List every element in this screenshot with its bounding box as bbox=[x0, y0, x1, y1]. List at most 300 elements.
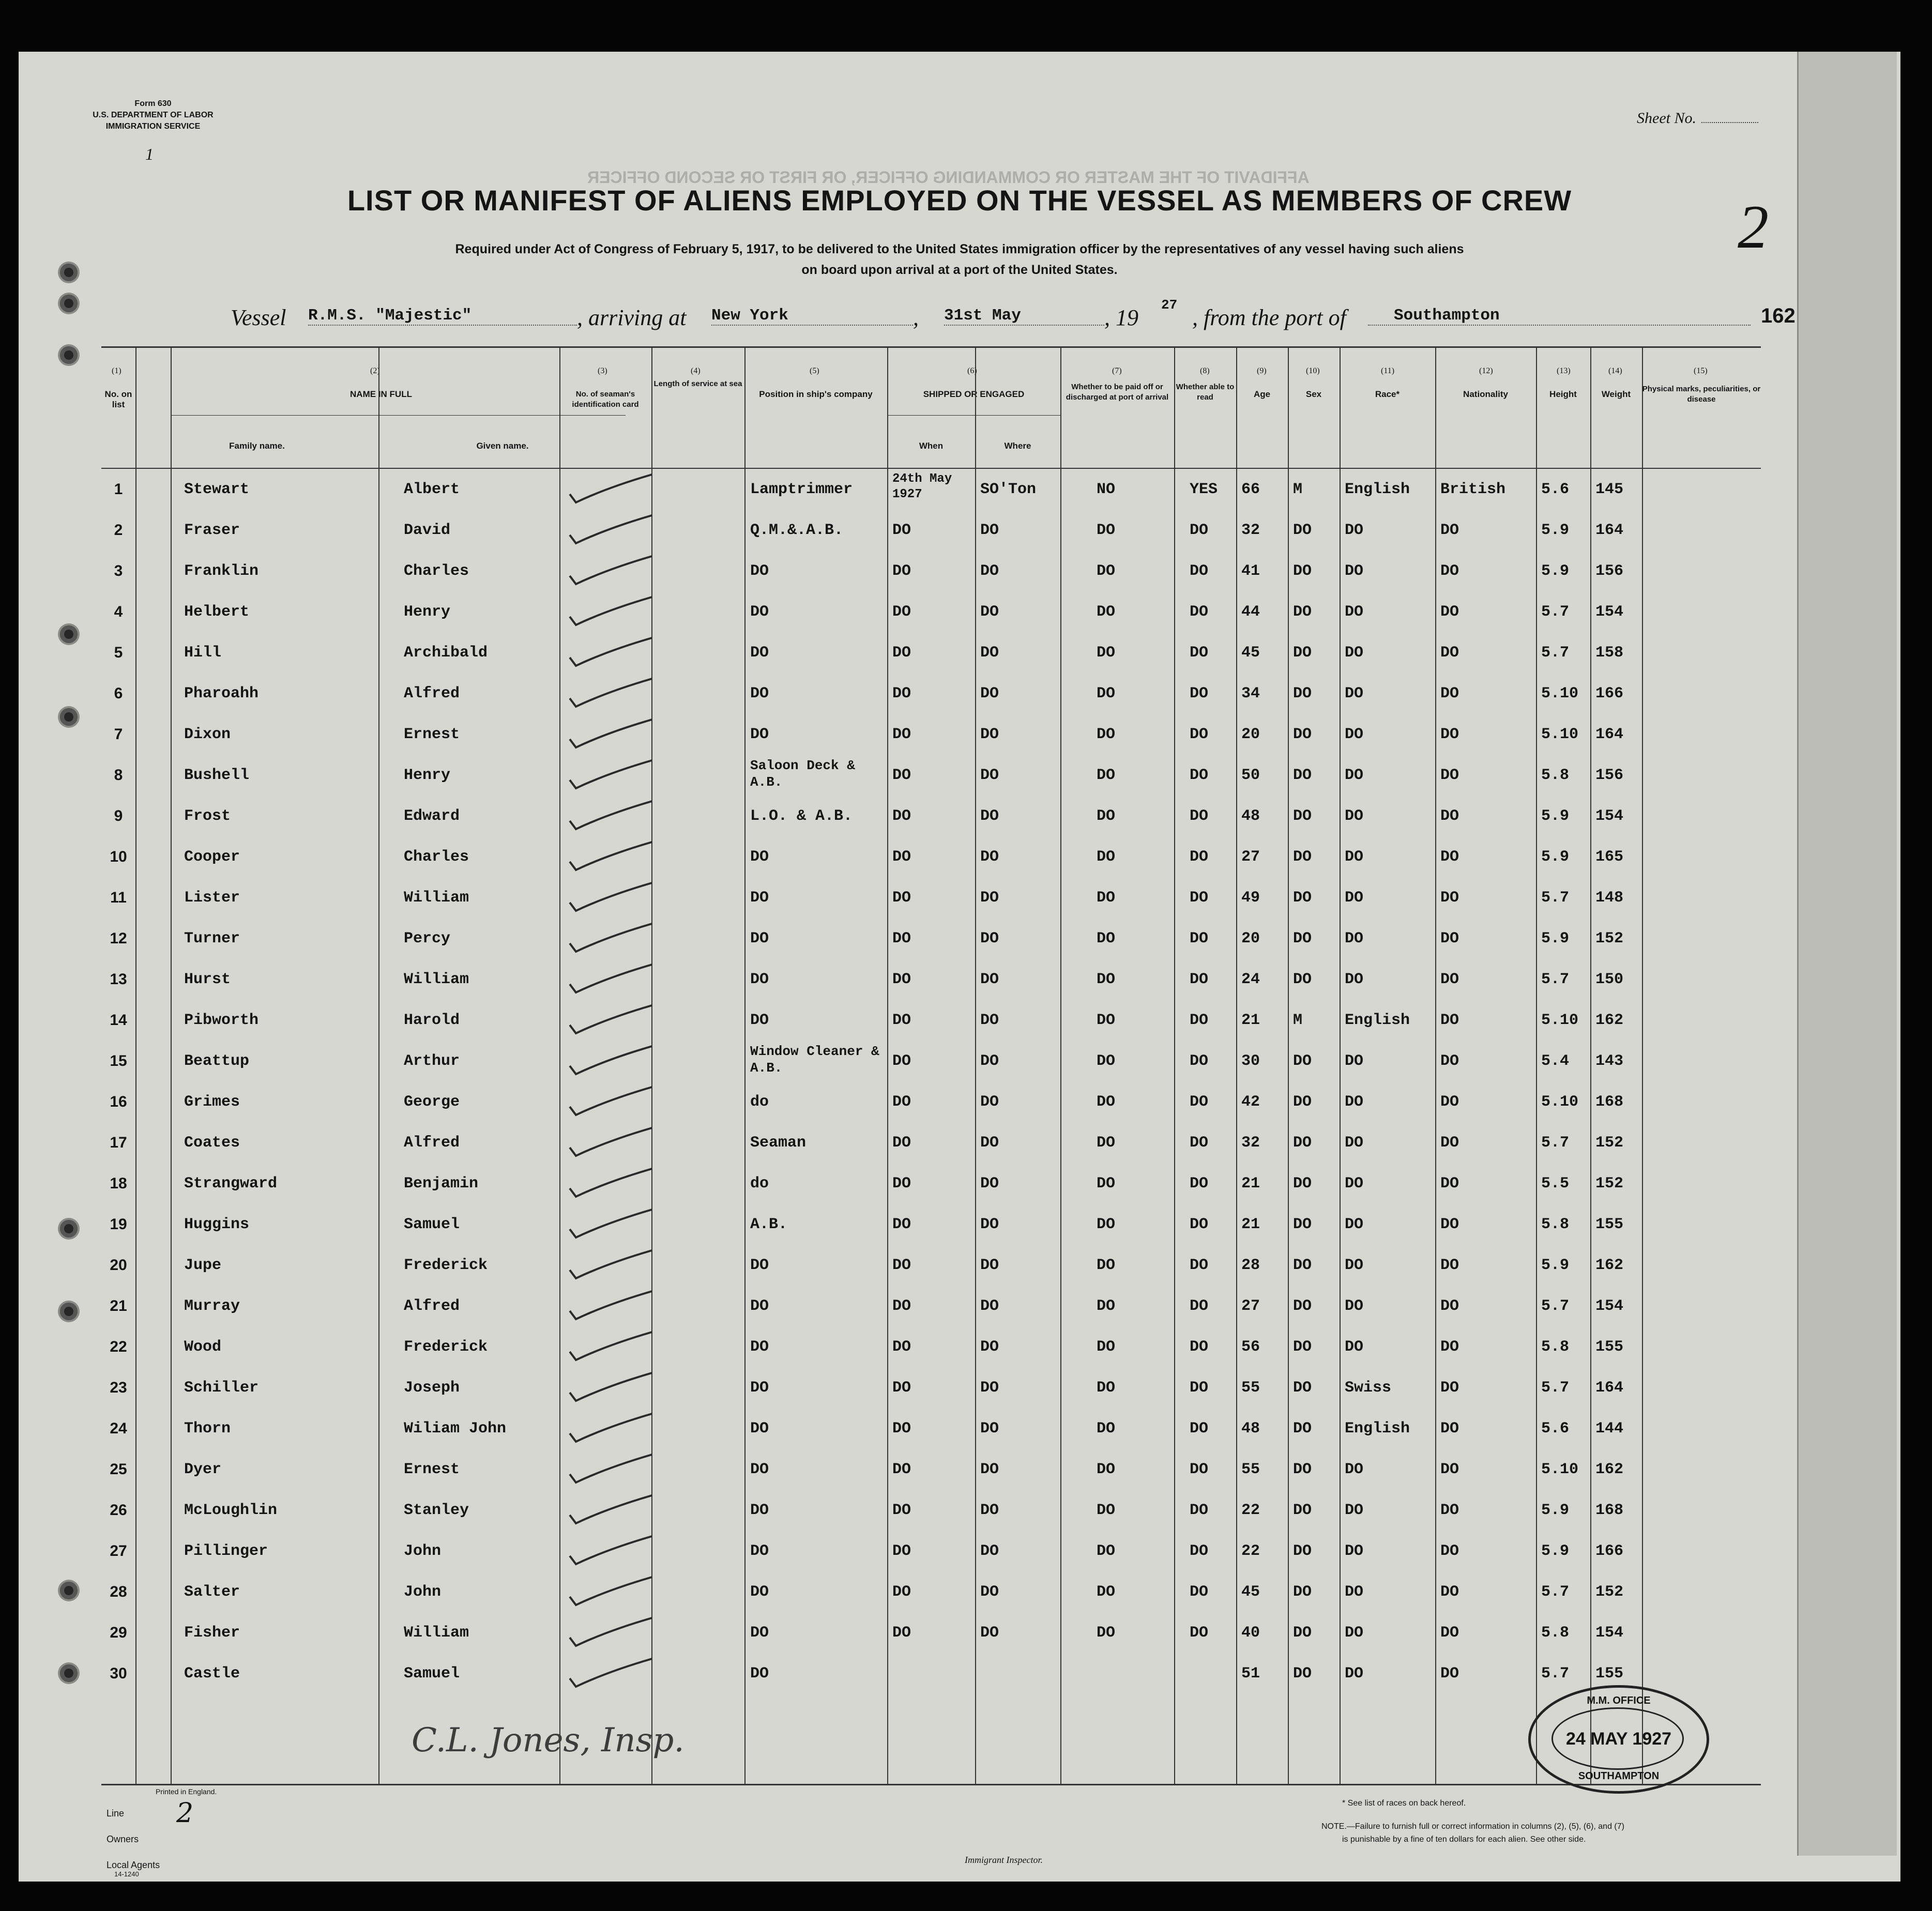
row-number: 12 bbox=[110, 930, 127, 947]
paid-off: DO bbox=[1097, 807, 1116, 825]
sex: DO bbox=[1293, 1175, 1312, 1193]
nationality: DO bbox=[1440, 1379, 1459, 1397]
weight: 162 bbox=[1595, 1012, 1624, 1029]
column-number: (12) bbox=[1479, 366, 1493, 375]
table-row bbox=[101, 1327, 1761, 1368]
arriving-port: New York bbox=[711, 307, 913, 326]
comma-separator: , bbox=[913, 305, 919, 330]
paid-off: NO bbox=[1097, 481, 1116, 498]
height: 5.9 bbox=[1541, 848, 1570, 866]
race: DO bbox=[1345, 1624, 1364, 1642]
family-name: Strangward bbox=[184, 1175, 278, 1193]
height: 5.8 bbox=[1541, 1624, 1570, 1642]
height: 5.9 bbox=[1541, 522, 1570, 539]
given-name: Benjamin bbox=[404, 1175, 479, 1193]
paid-off: DO bbox=[1097, 1052, 1116, 1070]
weight: 152 bbox=[1595, 930, 1624, 947]
shipped-when: DO bbox=[892, 1338, 911, 1356]
position: do bbox=[750, 1093, 769, 1111]
nationality: DO bbox=[1440, 889, 1459, 907]
family-name: Franklin bbox=[184, 562, 259, 580]
race: DO bbox=[1345, 930, 1364, 947]
age: 20 bbox=[1241, 930, 1260, 947]
check-mark-icon bbox=[567, 757, 655, 793]
paid-off: DO bbox=[1097, 1134, 1116, 1152]
table-row bbox=[101, 714, 1761, 755]
column-number: (8) bbox=[1200, 366, 1210, 375]
position: DO bbox=[750, 1338, 769, 1356]
manifest-subtitle bbox=[256, 239, 1663, 280]
binder-hole bbox=[60, 708, 78, 726]
family-name: Murray bbox=[184, 1297, 240, 1315]
family-name: Coates bbox=[184, 1134, 240, 1152]
age: 32 bbox=[1241, 1134, 1260, 1152]
race: DO bbox=[1345, 767, 1364, 784]
sex: DO bbox=[1293, 930, 1312, 947]
given-name: Samuel bbox=[404, 1665, 460, 1683]
able-read: DO bbox=[1190, 1338, 1209, 1356]
paid-off: DO bbox=[1097, 1093, 1116, 1111]
vessel-name: R.M.S. "Majestic" bbox=[308, 307, 577, 326]
shipped-where: DO bbox=[980, 1542, 999, 1560]
from-port: Southampton bbox=[1368, 307, 1751, 326]
nationality: DO bbox=[1440, 1502, 1459, 1519]
year-suffix: 27 bbox=[1161, 297, 1178, 313]
row-number: 29 bbox=[110, 1624, 127, 1641]
paid-off: DO bbox=[1097, 848, 1116, 866]
family-name: Cooper bbox=[184, 848, 240, 866]
race: DO bbox=[1345, 644, 1364, 662]
weight: 155 bbox=[1595, 1665, 1624, 1683]
shipped-when: DO bbox=[892, 1624, 911, 1642]
row-number: 10 bbox=[110, 848, 127, 865]
sex: DO bbox=[1293, 1583, 1312, 1601]
nationality: DO bbox=[1440, 1093, 1459, 1111]
binder-hole bbox=[60, 346, 78, 364]
table-row bbox=[101, 796, 1761, 837]
row-number: 25 bbox=[110, 1461, 127, 1478]
position: DO bbox=[750, 971, 769, 988]
paid-off: DO bbox=[1097, 1012, 1116, 1029]
row-number: 18 bbox=[110, 1175, 127, 1192]
sex: DO bbox=[1293, 1461, 1312, 1478]
shipped-when: DO bbox=[892, 522, 911, 539]
age: 44 bbox=[1241, 603, 1260, 621]
header-physical-marks: Physical marks, peculiarities, or disease bbox=[1642, 385, 1761, 404]
family-name: Pharoahh bbox=[184, 685, 259, 702]
height: 5.6 bbox=[1541, 481, 1570, 498]
weight: 164 bbox=[1595, 522, 1624, 539]
family-name: Pibworth bbox=[184, 1012, 259, 1029]
paid-off: DO bbox=[1097, 726, 1116, 743]
shipped-where: DO bbox=[980, 1420, 999, 1438]
paid-off: DO bbox=[1097, 644, 1116, 662]
owners-label: Owners bbox=[107, 1834, 139, 1844]
sex: DO bbox=[1293, 1665, 1312, 1683]
row-number: 9 bbox=[114, 807, 123, 824]
age: 28 bbox=[1241, 1257, 1260, 1274]
given-name: Stanley bbox=[404, 1502, 469, 1519]
age: 20 bbox=[1241, 726, 1260, 743]
form-number: Form 630 bbox=[134, 99, 172, 108]
table-row bbox=[101, 1409, 1761, 1449]
column-number: (13) bbox=[1557, 366, 1571, 375]
nationality: DO bbox=[1440, 1665, 1459, 1683]
nationality: DO bbox=[1440, 1461, 1459, 1478]
shipped-where: DO bbox=[980, 848, 999, 866]
given-name: David bbox=[404, 522, 451, 539]
weight: 166 bbox=[1595, 685, 1624, 702]
family-name: Grimes bbox=[184, 1093, 240, 1111]
weight: 156 bbox=[1595, 562, 1624, 580]
height: 5.9 bbox=[1541, 562, 1570, 580]
age: 48 bbox=[1241, 1420, 1260, 1438]
able-read: DO bbox=[1190, 562, 1209, 580]
table-row bbox=[101, 510, 1761, 551]
race: English bbox=[1345, 1012, 1410, 1029]
given-name: William bbox=[404, 1624, 469, 1642]
given-name: Henry bbox=[404, 767, 451, 784]
height: 5.9 bbox=[1541, 1502, 1570, 1519]
position: DO bbox=[750, 603, 769, 621]
race: DO bbox=[1345, 1461, 1364, 1478]
header-where: Where bbox=[1004, 441, 1031, 451]
height: 5.7 bbox=[1541, 1379, 1570, 1397]
position: DO bbox=[750, 1583, 769, 1601]
given-name: Ernest bbox=[404, 726, 460, 743]
shipped-when: DO bbox=[892, 685, 911, 702]
check-mark-icon bbox=[567, 1533, 655, 1569]
given-name: Edward bbox=[404, 807, 460, 825]
given-name: Percy bbox=[404, 930, 451, 947]
race: DO bbox=[1345, 1297, 1364, 1315]
sheet-number-handwritten: 2 bbox=[1738, 192, 1769, 261]
height: 5.7 bbox=[1541, 1297, 1570, 1315]
family-name: Pillinger bbox=[184, 1542, 268, 1560]
family-name: Castle bbox=[184, 1665, 240, 1683]
family-name: Wood bbox=[184, 1338, 222, 1356]
family-name: Bushell bbox=[184, 767, 250, 784]
check-mark-icon bbox=[567, 921, 655, 957]
paid-off: DO bbox=[1097, 522, 1116, 539]
race: English bbox=[1345, 481, 1410, 498]
stamp-date: 24 MAY 1927 bbox=[1565, 1729, 1672, 1749]
position: DO bbox=[750, 1420, 769, 1438]
position: DO bbox=[750, 1461, 769, 1478]
position: DO bbox=[750, 1297, 769, 1315]
able-read: DO bbox=[1190, 1093, 1209, 1111]
age: 56 bbox=[1241, 1338, 1260, 1356]
given-name: Alfred bbox=[404, 1134, 460, 1152]
age: 22 bbox=[1241, 1502, 1260, 1519]
able-read: DO bbox=[1190, 1052, 1209, 1070]
race: DO bbox=[1345, 889, 1364, 907]
position: DO bbox=[750, 1502, 769, 1519]
age: 32 bbox=[1241, 522, 1260, 539]
paid-off: DO bbox=[1097, 1216, 1116, 1233]
subtitle-line-1: Required under Act of Congress of February 5, 1917, to be delivered to the United States immigration officer by the representatives of any vessel having such aliens bbox=[455, 242, 1464, 256]
able-read: DO bbox=[1190, 807, 1209, 825]
sex: DO bbox=[1293, 848, 1312, 866]
height: 5.4 bbox=[1541, 1052, 1570, 1070]
check-mark-icon bbox=[567, 512, 655, 548]
age: 51 bbox=[1241, 1665, 1260, 1683]
age: 49 bbox=[1241, 889, 1260, 907]
sex: DO bbox=[1293, 1420, 1312, 1438]
race: DO bbox=[1345, 971, 1364, 988]
able-read: DO bbox=[1190, 848, 1209, 866]
given-name: William bbox=[404, 889, 469, 907]
paid-off: DO bbox=[1097, 767, 1116, 784]
row-number: 8 bbox=[114, 767, 123, 784]
column-number: (7) bbox=[1112, 366, 1122, 375]
age: 55 bbox=[1241, 1461, 1260, 1478]
line-label: Line bbox=[107, 1808, 125, 1818]
position: DO bbox=[750, 685, 769, 702]
nationality: DO bbox=[1440, 971, 1459, 988]
weight: 152 bbox=[1595, 1175, 1624, 1193]
age: 48 bbox=[1241, 807, 1260, 825]
paid-off: DO bbox=[1097, 1379, 1116, 1397]
shipped-where: DO bbox=[980, 1502, 999, 1519]
weight: 155 bbox=[1595, 1216, 1624, 1233]
table-row bbox=[101, 1449, 1761, 1490]
weight: 154 bbox=[1595, 1624, 1624, 1642]
weight: 158 bbox=[1595, 644, 1624, 662]
sex: DO bbox=[1293, 522, 1312, 539]
row-number: 22 bbox=[110, 1338, 127, 1355]
inspector-signature: C.L. Jones, Insp. bbox=[412, 1721, 684, 1760]
family-name: McLoughlin bbox=[184, 1502, 278, 1519]
able-read: DO bbox=[1190, 1624, 1209, 1642]
able-read: DO bbox=[1190, 1420, 1209, 1438]
paid-off: DO bbox=[1097, 1461, 1116, 1478]
race: DO bbox=[1345, 1502, 1364, 1519]
able-read: YES bbox=[1190, 481, 1218, 498]
able-read: DO bbox=[1190, 603, 1209, 621]
nationality: DO bbox=[1440, 1134, 1459, 1152]
sheet-number-label: Sheet No. bbox=[1637, 110, 1696, 127]
binder-hole bbox=[60, 264, 78, 281]
check-mark-icon bbox=[567, 1492, 655, 1528]
height: 5.7 bbox=[1541, 971, 1570, 988]
shipped-where: DO bbox=[980, 1216, 999, 1233]
paid-off: DO bbox=[1097, 1297, 1116, 1315]
family-name: Beattup bbox=[184, 1052, 250, 1070]
shipped-when: DO bbox=[892, 1502, 911, 1519]
weight: 168 bbox=[1595, 1093, 1624, 1111]
column-number: (11) bbox=[1381, 366, 1395, 375]
column-number: (1) bbox=[112, 366, 121, 375]
table-row bbox=[101, 1531, 1761, 1572]
header-length-service: Length of service at sea bbox=[653, 379, 742, 388]
able-read: DO bbox=[1190, 522, 1209, 539]
age: 42 bbox=[1241, 1093, 1260, 1111]
family-name: Fisher bbox=[184, 1624, 240, 1642]
sex: DO bbox=[1293, 1502, 1312, 1519]
shipped-where: DO bbox=[980, 726, 999, 743]
family-name: Hurst bbox=[184, 971, 231, 988]
age: 24 bbox=[1241, 971, 1260, 988]
table-row bbox=[101, 1654, 1761, 1694]
sex: DO bbox=[1293, 767, 1312, 784]
check-mark-icon bbox=[567, 839, 655, 875]
weight: 154 bbox=[1595, 807, 1624, 825]
paid-off: DO bbox=[1097, 889, 1116, 907]
given-name: Archibald bbox=[404, 644, 488, 662]
check-mark-icon bbox=[567, 1125, 655, 1161]
position: DO bbox=[750, 848, 769, 866]
sex: DO bbox=[1293, 1052, 1312, 1070]
sex: DO bbox=[1293, 1093, 1312, 1111]
family-name: Jupe bbox=[184, 1257, 222, 1274]
sex: DO bbox=[1293, 685, 1312, 702]
table-row bbox=[101, 837, 1761, 878]
family-name: Stewart bbox=[184, 481, 250, 498]
given-name: Frederick bbox=[404, 1257, 488, 1274]
family-name: Hill bbox=[184, 644, 222, 662]
binder-hole bbox=[60, 295, 78, 312]
year-prefix: , 19 bbox=[1104, 305, 1138, 330]
position: DO bbox=[750, 1624, 769, 1642]
sex: DO bbox=[1293, 971, 1312, 988]
table-row bbox=[101, 1082, 1761, 1123]
given-name: William bbox=[404, 971, 469, 988]
shipped-when: DO bbox=[892, 1012, 911, 1029]
header-height: Height bbox=[1549, 389, 1577, 399]
able-read: DO bbox=[1190, 1502, 1209, 1519]
height: 5.8 bbox=[1541, 767, 1570, 784]
nationality: DO bbox=[1440, 767, 1459, 784]
race: English bbox=[1345, 1420, 1410, 1438]
given-name: John bbox=[404, 1583, 442, 1601]
binder-hole bbox=[60, 1582, 78, 1599]
height: 5.10 bbox=[1541, 1093, 1579, 1111]
nationality: DO bbox=[1440, 807, 1459, 825]
nationality: DO bbox=[1440, 1297, 1459, 1315]
age: 45 bbox=[1241, 1583, 1260, 1601]
column-number: (15) bbox=[1694, 366, 1708, 375]
row-number: 21 bbox=[110, 1297, 127, 1314]
sex: DO bbox=[1293, 1257, 1312, 1274]
race: DO bbox=[1345, 1665, 1364, 1683]
sex: DO bbox=[1293, 1297, 1312, 1315]
check-mark-icon bbox=[567, 553, 655, 589]
corner-mark: 1 bbox=[145, 145, 154, 163]
table-row bbox=[101, 1613, 1761, 1654]
shipped-when: DO bbox=[892, 1297, 911, 1315]
given-name: Wiliam John bbox=[404, 1420, 507, 1438]
sex: DO bbox=[1293, 889, 1312, 907]
shipped-when: DO bbox=[892, 930, 911, 947]
arriving-label: , arriving at bbox=[577, 305, 687, 330]
able-read: DO bbox=[1190, 971, 1209, 988]
table-row bbox=[101, 469, 1761, 510]
sheet-number-line bbox=[1701, 122, 1758, 123]
arrival-date: 31st May bbox=[944, 307, 1104, 326]
paid-off: DO bbox=[1097, 1338, 1116, 1356]
fine-note-2: is punishable by a fine of ten dollars for each alien. See other side. bbox=[1342, 1835, 1586, 1844]
shipped-where: DO bbox=[980, 644, 999, 662]
row-number: 6 bbox=[114, 685, 123, 702]
nationality: DO bbox=[1440, 726, 1459, 743]
shipped-where: DO bbox=[980, 685, 999, 702]
check-mark-icon bbox=[567, 1574, 655, 1610]
shipped-where: DO bbox=[980, 603, 999, 621]
binder-hole bbox=[60, 625, 78, 643]
sex: DO bbox=[1293, 1542, 1312, 1560]
check-mark-icon bbox=[567, 1370, 655, 1406]
age: 50 bbox=[1241, 767, 1260, 784]
check-mark-icon bbox=[567, 1288, 655, 1324]
binder-hole bbox=[60, 1220, 78, 1237]
row-number: 23 bbox=[110, 1379, 127, 1396]
nationality: DO bbox=[1440, 1216, 1459, 1233]
height: 5.9 bbox=[1541, 930, 1570, 947]
header-able-read: Whether able to read bbox=[1176, 383, 1235, 402]
table-row bbox=[101, 1490, 1761, 1531]
age: 21 bbox=[1241, 1216, 1260, 1233]
weight: 155 bbox=[1595, 1338, 1624, 1356]
able-read: DO bbox=[1190, 685, 1209, 702]
table-row bbox=[101, 919, 1761, 959]
height: 5.7 bbox=[1541, 644, 1570, 662]
shipped-when: DO bbox=[892, 848, 911, 866]
row-number: 5 bbox=[114, 644, 123, 661]
family-name: Schiller bbox=[184, 1379, 259, 1397]
check-mark-icon bbox=[567, 1084, 655, 1120]
position: DO bbox=[750, 726, 769, 743]
height: 5.8 bbox=[1541, 1338, 1570, 1356]
shipped-when: DO bbox=[892, 644, 911, 662]
weight: 168 bbox=[1595, 1502, 1624, 1519]
table-row bbox=[101, 1572, 1761, 1613]
race: Swiss bbox=[1345, 1379, 1392, 1397]
position: DO bbox=[750, 889, 769, 907]
position: Lamptrimmer bbox=[750, 481, 853, 498]
shipped-when: DO bbox=[892, 1583, 911, 1601]
binder-hole bbox=[60, 1303, 78, 1320]
header-paid-off: Whether to be paid off or discharged at port of arrival bbox=[1066, 383, 1169, 402]
column-number: (3) bbox=[598, 366, 607, 375]
given-name: Alfred bbox=[404, 1297, 460, 1315]
able-read: DO bbox=[1190, 1257, 1209, 1274]
nationality: DO bbox=[1440, 1542, 1459, 1560]
height: 5.10 bbox=[1541, 726, 1579, 743]
age: 21 bbox=[1241, 1012, 1260, 1029]
position: Q.M.&.A.B. bbox=[750, 522, 844, 539]
voyage-line bbox=[19, 297, 1900, 338]
given-name: Samuel bbox=[404, 1216, 460, 1233]
row-number: 13 bbox=[110, 971, 127, 988]
position: Window Cleaner & A.B. bbox=[750, 1044, 879, 1076]
nationality: DO bbox=[1440, 1257, 1459, 1274]
shipped-when: DO bbox=[892, 971, 911, 988]
given-name: Charles bbox=[404, 562, 469, 580]
manifest-table bbox=[101, 346, 1761, 1785]
paid-off: DO bbox=[1097, 1420, 1116, 1438]
age: 66 bbox=[1241, 481, 1260, 498]
height: 5.7 bbox=[1541, 1583, 1570, 1601]
table-row bbox=[101, 959, 1761, 1000]
row-number: 19 bbox=[110, 1216, 127, 1233]
check-mark-icon bbox=[567, 716, 655, 753]
table-row bbox=[101, 1041, 1761, 1082]
sex: DO bbox=[1293, 1134, 1312, 1152]
height: 5.7 bbox=[1541, 603, 1570, 621]
shipped-when: DO bbox=[892, 1542, 911, 1560]
able-read: DO bbox=[1190, 930, 1209, 947]
